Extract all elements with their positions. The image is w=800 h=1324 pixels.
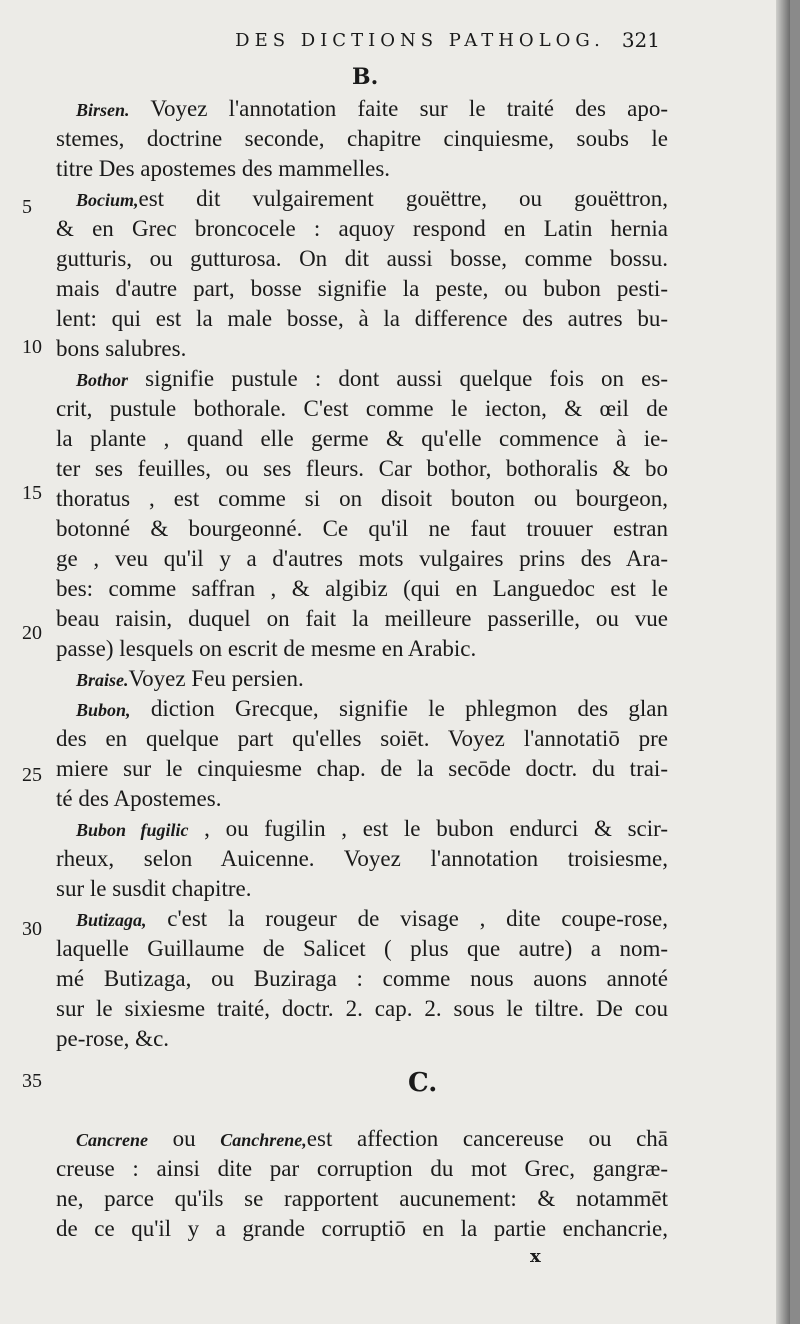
entry-cancrene-line: de ce qu'il y a grande corruptiō en la partie enchancrie,: [56, 1216, 668, 1241]
entry-butizaga-line: mé Butizaga, ou Buziraga : comme nous auons annoté: [56, 966, 668, 991]
entry-bothor-line: bes: comme saffran , & algibiz (qui en Languedoc est le: [56, 576, 668, 601]
entry-bocium-line: & en Grec broncocele : aquoy respond en Latin hernia: [56, 216, 668, 241]
entry-bothor-line: passe) lesquels on escrit de mesme en Arabic.: [56, 636, 477, 661]
entry-butizaga-line: laquelle Guillaume de Salicet ( plus que autre) a nom-: [56, 936, 668, 961]
lemma-bubon: Bubon,: [76, 700, 131, 720]
entry-bothor-line: crit, pustule bothorale. C'est comme le iecton, & œil de: [56, 396, 668, 421]
entry-bocium-line: bons salubres.: [56, 336, 187, 361]
entry-braise-line: Braise.Voyez Feu persien.: [76, 666, 304, 691]
margin-line-number: 25: [22, 764, 42, 786]
entry-bothor-line: la plante , quand elle germe & qu'elle commence à ie-: [56, 426, 668, 451]
entry-bubon-fugilic-line: sur le susdit chapitre.: [56, 876, 252, 901]
entry-bubon-line: Bubon, diction Grecque, signifie le phlegmon des glan: [76, 696, 668, 721]
entry-bubon-line: té des Apostemes.: [56, 786, 222, 811]
section-heading-c: C.: [408, 1068, 438, 1098]
lemma-cancrene: Cancrene: [76, 1130, 148, 1150]
entry-bubon-line: miere sur le cinquiesme chap. de la secōde doctr. du trai-: [56, 756, 668, 781]
lemma-canchrene: Canchrene,: [220, 1130, 307, 1150]
entry-bubon-fugilic-line: Bubon fugilic , ou fugilin , est le bubon endurci & scir-: [76, 816, 668, 841]
section-heading-b: B.: [352, 64, 379, 90]
entry-bocium-line: gutturis, ou gutturosa. On dit aussi bosse, comme bossu.: [56, 246, 668, 271]
entry-bocium-line: mais d'autre part, bosse signifie la peste, ou bubon pesti-: [56, 276, 668, 301]
entry-butizaga-line: pe-rose, &c.: [56, 1026, 170, 1051]
entry-cancrene-line: creuse : ainsi dite par corruption du mot Grec, gangræ-: [56, 1156, 668, 1181]
lemma-bocium: Bocium,: [76, 190, 139, 210]
entry-bocium-line: lent: qui est la male bosse, à la difference des autres bu-: [56, 306, 668, 331]
entry-birsen-line: stemes, doctrine seconde, chapitre cinquiesme, soubs le: [56, 126, 668, 151]
lemma-bothor: Bothor: [76, 370, 129, 390]
entry-bubon-fugilic-line: rheux, selon Auicenne. Voyez l'annotation troisiesme,: [56, 846, 668, 871]
entry-bothor-line: beau raisin, duquel on fait la meilleure passerille, ou vue: [56, 606, 668, 631]
entry-butizaga-line: Butizaga, c'est la rougeur de visage , dite coupe-rose,: [76, 906, 668, 931]
entry-bubon-line: des en quelque part qu'elles soiēt. Voyez l'annotatiō pre: [56, 726, 668, 751]
entry-bothor-line: ter ses feuilles, ou ses fleurs. Car bothor, bothoralis & bo: [56, 456, 668, 481]
entry-birsen-line: titre Des apostemes des mammelles.: [56, 156, 391, 181]
margin-line-number: 5: [22, 196, 32, 218]
entry-cancrene-line: ne, parce qu'ils se rapportent aucunement: & notammēt: [56, 1186, 668, 1211]
entry-cancrene-line: Cancrene ou Canchrene,est affection cancereuse ou chā: [76, 1126, 668, 1151]
margin-line-number: 15: [22, 482, 42, 504]
margin-line-number: 30: [22, 918, 42, 940]
entry-birsen-line: Birsen. Voyez l'annotation faite sur le traité des apo-: [76, 96, 668, 121]
entry-bothor-line: ge , veu qu'il y a d'autres mots vulgaires prins des Ara-: [56, 546, 668, 571]
entry-bothor-line: botonné & bourgeonné. Ce qu'il ne faut trouuer estran: [56, 516, 668, 541]
lemma-butizaga: Butizaga,: [76, 910, 147, 930]
running-header: DES DICTIONS PATHOLOG.: [235, 30, 605, 51]
margin-line-number: 35: [22, 1070, 42, 1092]
lemma-birsen: Birsen.: [76, 100, 130, 120]
lemma-bubon-fugilic: Bubon fugilic: [76, 820, 189, 840]
entry-butizaga-line: sur le sixiesme traité, doctr. 2. cap. 2. sous le tiltre. De cou: [56, 996, 668, 1021]
lemma-braise: Braise.: [76, 670, 129, 690]
page-number: 321: [621, 28, 660, 52]
margin-line-number: 10: [22, 336, 42, 358]
page-edge-shadow: [776, 0, 790, 1324]
entry-bothor-line: Bothor signifie pustule : dont aussi quelque fois on es-: [76, 366, 668, 391]
margin-line-number: 20: [22, 622, 42, 644]
signature-mark: x: [530, 1246, 541, 1267]
entry-bocium-line: Bocium,est dit vulgairement gouëttre, ou gouëttron,: [76, 186, 668, 211]
entry-bothor-line: thoratus , est comme si on disoit bouton ou bourgeon,: [56, 486, 668, 511]
